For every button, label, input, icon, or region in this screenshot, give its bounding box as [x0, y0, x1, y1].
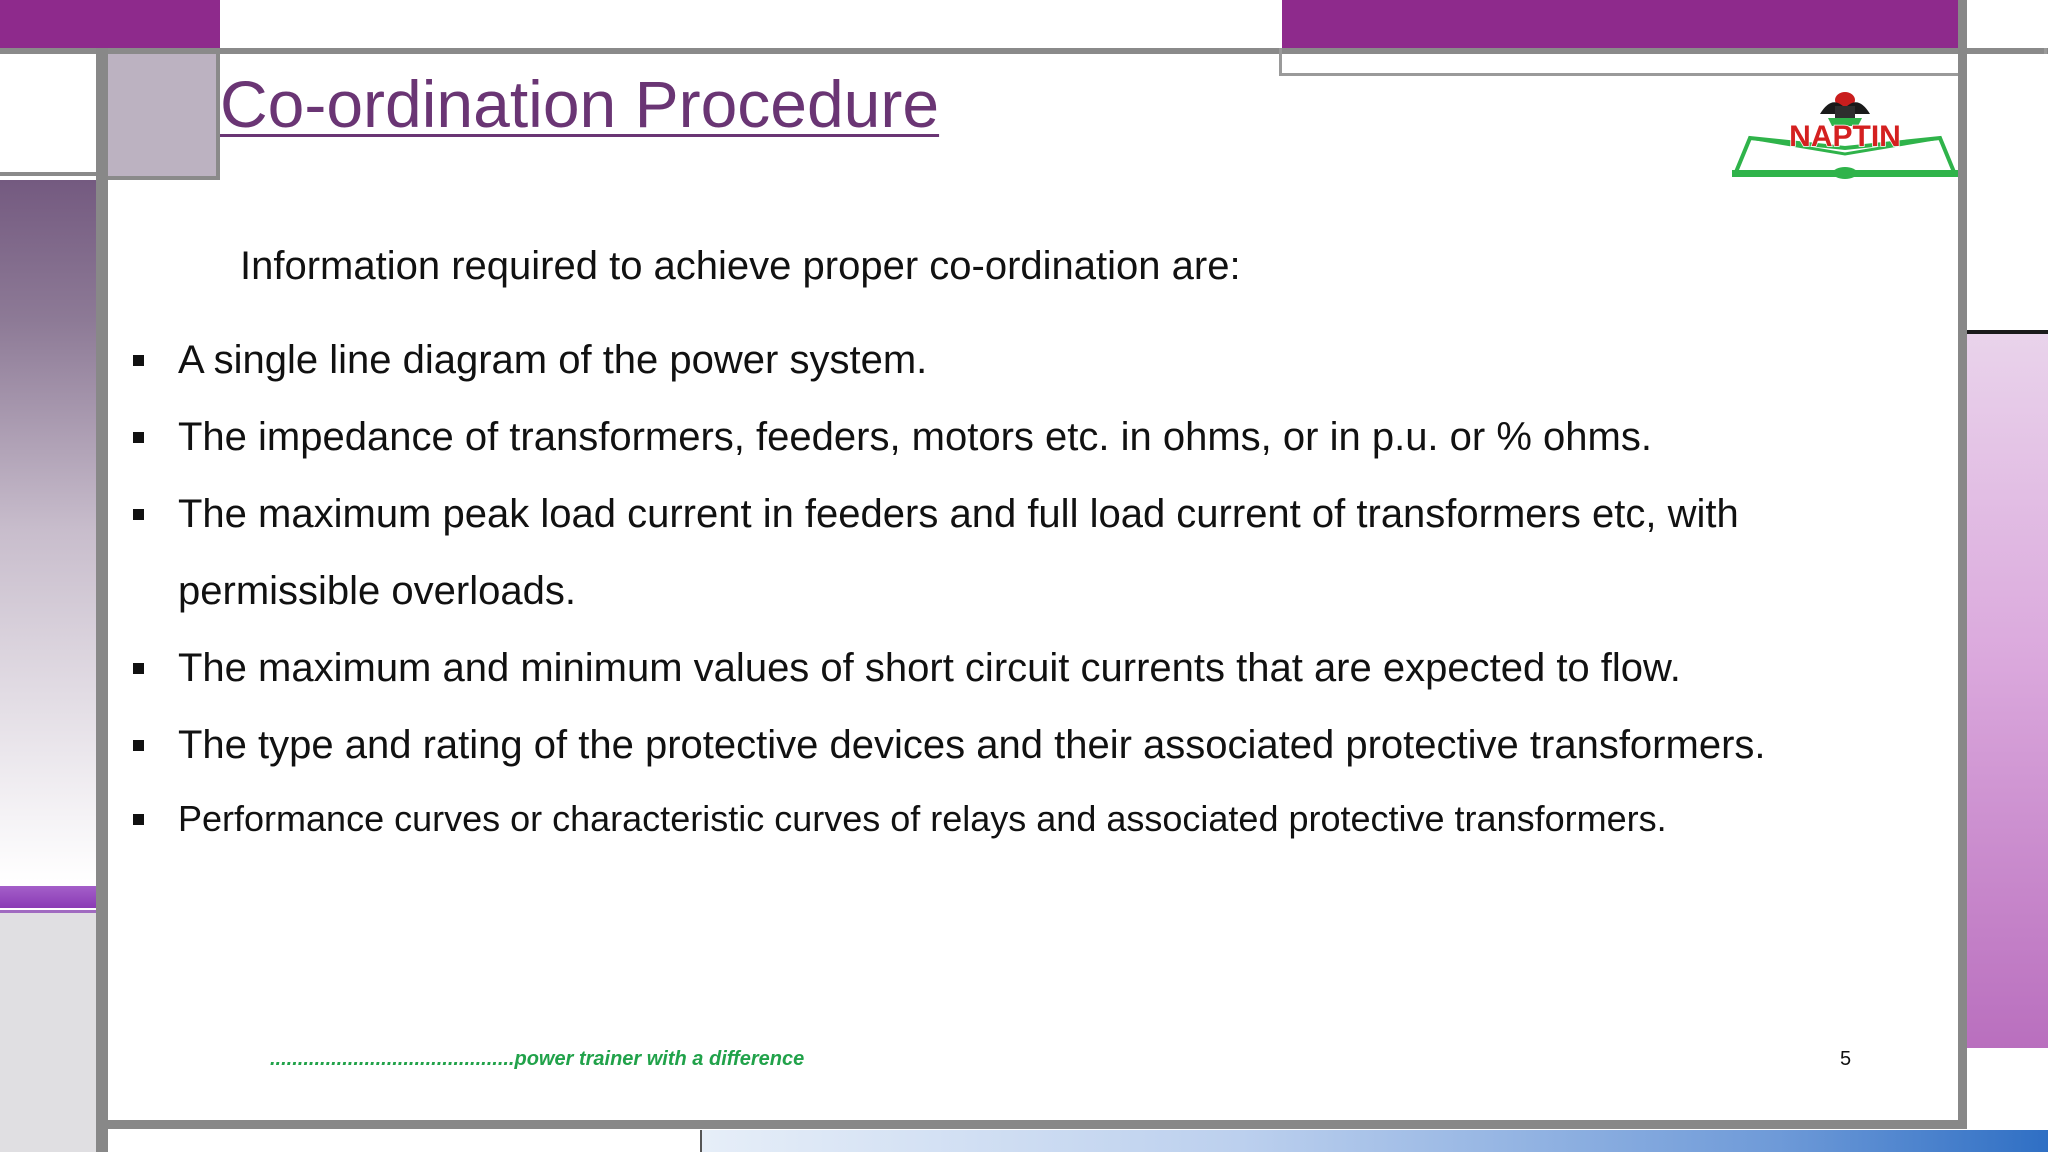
- bullet-item: Performance curves or characteristic curves of relays and associated protective transformers.: [130, 784, 1930, 854]
- naptin-logo: [1728, 84, 1962, 182]
- title-accent-square: [108, 54, 220, 180]
- bullet-item: The impedance of transformers, feeders, motors etc. in ohms, or in p.u. or % ohms.: [130, 399, 1930, 476]
- top-right-accent-bar: [1282, 0, 1958, 48]
- left-top-panel: [0, 54, 96, 176]
- right-top-panel: [1967, 54, 2048, 330]
- slide-title: Co-ordination Procedure: [220, 67, 940, 141]
- bullet-item: The maximum peak load current in feeders and full load current of transformers etc, with permissible overloads.: [130, 476, 1930, 630]
- page-number: 5: [1840, 1048, 1852, 1070]
- bullet-item: The type and rating of the protective devices and their associated protective transformers.: [130, 707, 1930, 784]
- left-bottom-panel: [0, 910, 96, 1152]
- footer-tagline: ............................................power trainer with a difference: [270, 1048, 805, 1070]
- naptin-logo-graphic: [1728, 84, 1962, 182]
- bottom-frame-line: [108, 1120, 1967, 1129]
- bullet-item: The maximum and minimum values of short circuit currents that are expected to flow.: [130, 630, 1930, 707]
- bullet-list: [130, 322, 1930, 854]
- left-gradient-panel: [0, 180, 96, 882]
- top-right-frame-box: [1279, 48, 2047, 76]
- intro-text: Information required to achieve proper co-ordination are:: [240, 244, 1241, 288]
- left-accent-bar: [0, 886, 102, 908]
- bullet-item: A single line diagram of the power system.: [130, 322, 1930, 399]
- logo-text: NAPTIN: [1789, 120, 1901, 153]
- top-left-accent-bar: [0, 0, 220, 48]
- left-frame-line: [96, 48, 108, 1152]
- right-gradient-panel: [1967, 334, 2048, 1048]
- bottom-blue-bar: [700, 1130, 2048, 1152]
